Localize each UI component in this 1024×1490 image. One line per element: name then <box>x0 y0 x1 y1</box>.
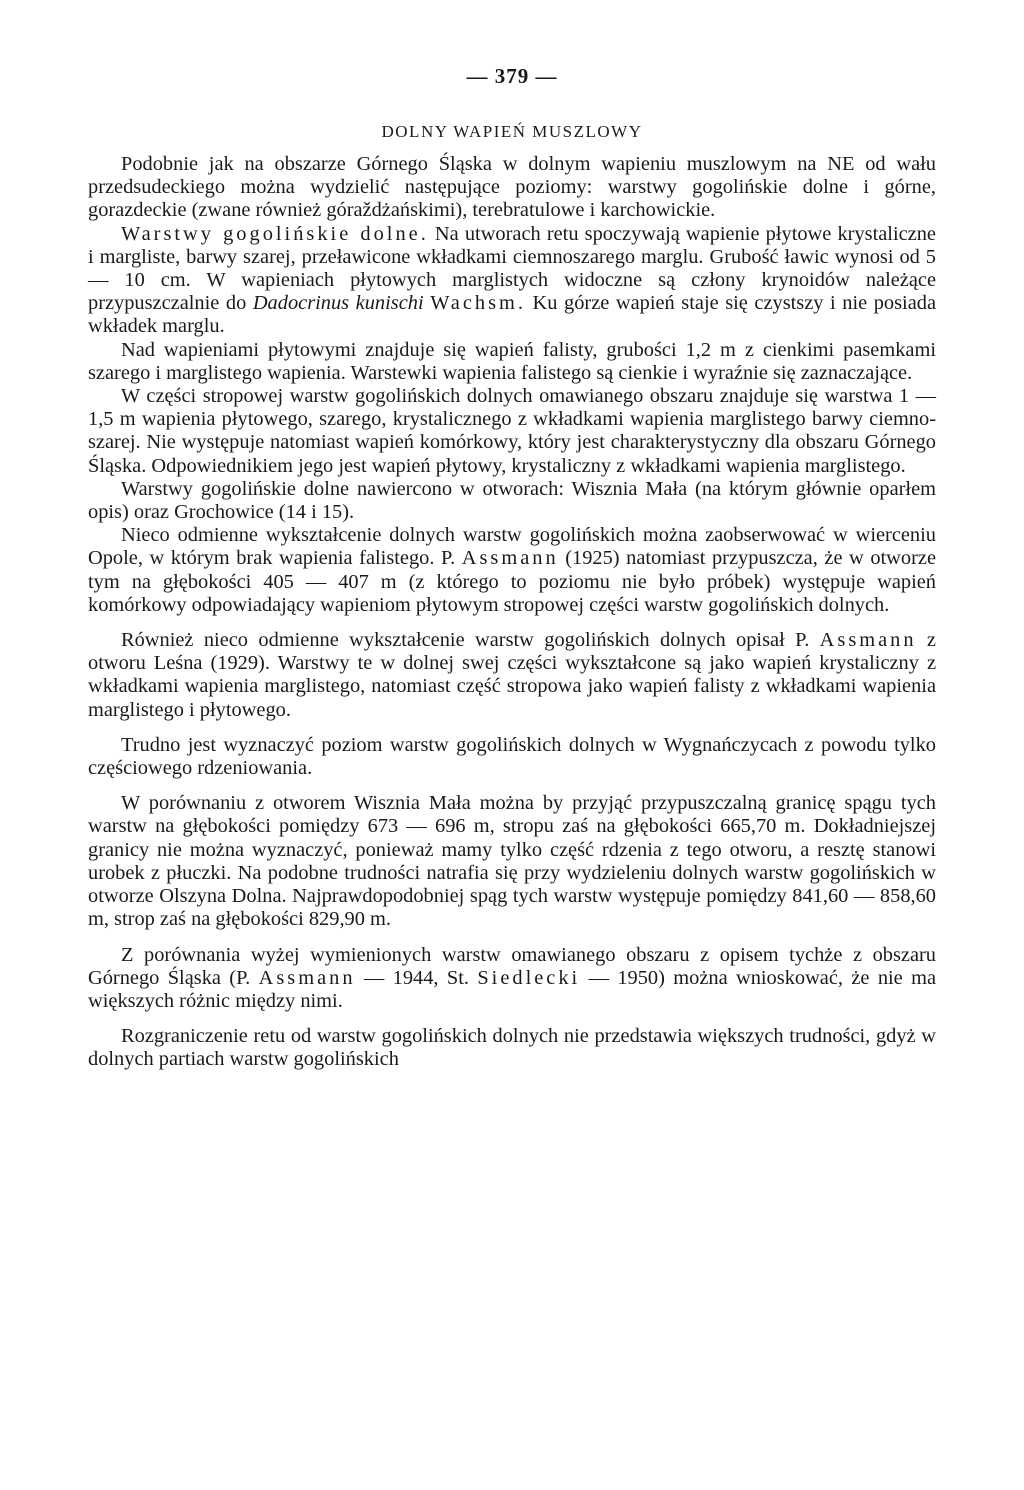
paragraph-text: Ku górze wapień staje się czystszy i nie posiada wkładek marglu. <box>88 292 936 338</box>
paragraph-text: Również nieco odmienne wykształcenie warstw gogolińskich dolnych opisał P. <box>121 629 820 652</box>
body-text <box>88 153 936 1072</box>
paragraph-text: Rozgraniczenie retu od warstw gogolińskich dolnych nie przedstawia większych trudności, gdyż w dolnych partiach warstw gogolińskich <box>88 1025 936 1071</box>
paragraph <box>88 339 936 385</box>
paragraph-text: Warstwy gogolińskie dolne nawiercono w otworach: Wisznia Mała (na którym głównie oparłem opis) oraz Grochowice (14 i 15). <box>88 477 936 524</box>
paragraph <box>88 944 936 1014</box>
paragraph-text: W porównaniu z otworem Wisznia Mała można by przyjąć przypuszczalną granicę spągu tych warstw na głębokości pomiędzy 673 — 696 m, stropu zaś na głębokości 665,70 m. Dokładniejszej granicy nie można wyznaczyć, ponieważ mamy tylko część rdzenia z tego otworu, a resztę stanowi urobek z płuczki. Na podobne trudności natrafia się przy wydzieleniu dolnych warstw gogolińskich w otworze Olszyna Dolna. Najprawdopodobniej spąg tych warstw występuje pomiędzy 841,60 — 858,60 m, strop zaś na głębokości 829,90 m. <box>88 792 936 931</box>
paragraph-text: z otworu Leśna (1929). Warstwy te w dolnej swej części wykształcone są jako wapień krystaliczny z wkładkami wapienia marglistego, natomiast część stropowa jako wapień falisty z wkładkami wapienia marglistego i płytowego. <box>88 629 936 721</box>
paragraph-text: W części stropowej warstw gogolińskich dolnych omawianego obszaru znajduje się warstwa 1 — 1,5 m wapienia płytowego, szarego, krystalicznego z wkładkami wapienia marglistego barwy ciemno-szarej. Nie występuje natomiast wapień komórkowy, który jest charakterystyczny dla obszaru Górnego Śląska. Odpowiednikiem jego jest wapień płytowy, krystaliczny z wkładkami wapienia marglistego. <box>88 385 936 477</box>
author-name: Assmann <box>258 966 356 989</box>
species-name: Dadocrinus kunischi <box>252 292 424 315</box>
paragraph-text: Z porównania wyżej wymienionych warstw omawianego obszaru z opisem tychże z obszaru Górnego Śląska (P. <box>88 943 936 989</box>
paragraph <box>88 734 936 780</box>
paragraph <box>88 792 936 931</box>
paragraph-text: (1925) natomiast przypuszcza, że w otworze tym na głębokości 405 — 407 m (z którego to poziomu nie było próbek) występuje wapień komórkowy odpowiadający wapieniom płytowym stropowej części warstw gogolińskich dolnych. <box>88 547 936 616</box>
paragraph <box>88 629 936 722</box>
page-number: — 379 — <box>466 64 558 88</box>
author-name: Assmann <box>819 629 917 652</box>
subsection-title: Warstwy gogolińskie dolne. <box>121 222 429 245</box>
section-heading: DOLNY WAPIEŃ MUSZLOWY <box>381 122 643 141</box>
paragraph <box>88 153 936 223</box>
paragraph <box>88 385 936 478</box>
paragraph <box>88 524 936 617</box>
author-name: Wachsm. <box>430 292 526 315</box>
paragraph-text: — 1950) można wnioskować, że nie ma większych różnic między nimi. <box>88 966 936 1012</box>
paragraph-text: Nieco odmienne wykształcenie dolnych warstw gogolińskich można zaobserwować w wierceniu Opole, w którym brak wapienia falistego. P. <box>88 524 936 570</box>
paragraph-text: — 1944, St. <box>355 966 478 989</box>
paragraph-text: Nad wapieniami płytowymi znajduje się wapień falisty, grubości 1,2 m z cienkimi pasemkami szarego i marglistego wapienia. Warstewki wapienia falistego są cienkie i wyraźnie się zaznaczające. <box>88 338 936 384</box>
paragraph-text: Na utworach retu spoczywają wapienie płytowe krystaliczne i margliste, barwy szarej, przeławicone wkładkami ciemnoszarego marglu. Grubość ławic wynosi od 5 — 10 cm. W wapieniach płytowych marglistych widoczne są człony krynoidów należące przypuszczalnie do <box>88 222 936 315</box>
author-name: Siedlecki <box>477 966 581 989</box>
paragraph-text: Podobnie jak na obszarze Górnego Śląska w dolnym wapieniu muszlowym na NE od wału przedsudeckiego można wydzielić następujące poziomy: warstwy gogolińskie dolne i górne, gorazdeckie (zwane również góraždżańskimi), terebratulowe i karchowickie. <box>88 153 936 222</box>
paragraph-text: Trudno jest wyznaczyć poziom warstw gogolińskich dolnych w Wygnańczycach z powodu tylko częściowego rdzeniowania. <box>88 733 936 780</box>
paragraph <box>88 478 936 524</box>
paragraph <box>88 223 936 339</box>
paragraph <box>88 1025 936 1071</box>
author-name: Assmann <box>461 547 559 570</box>
